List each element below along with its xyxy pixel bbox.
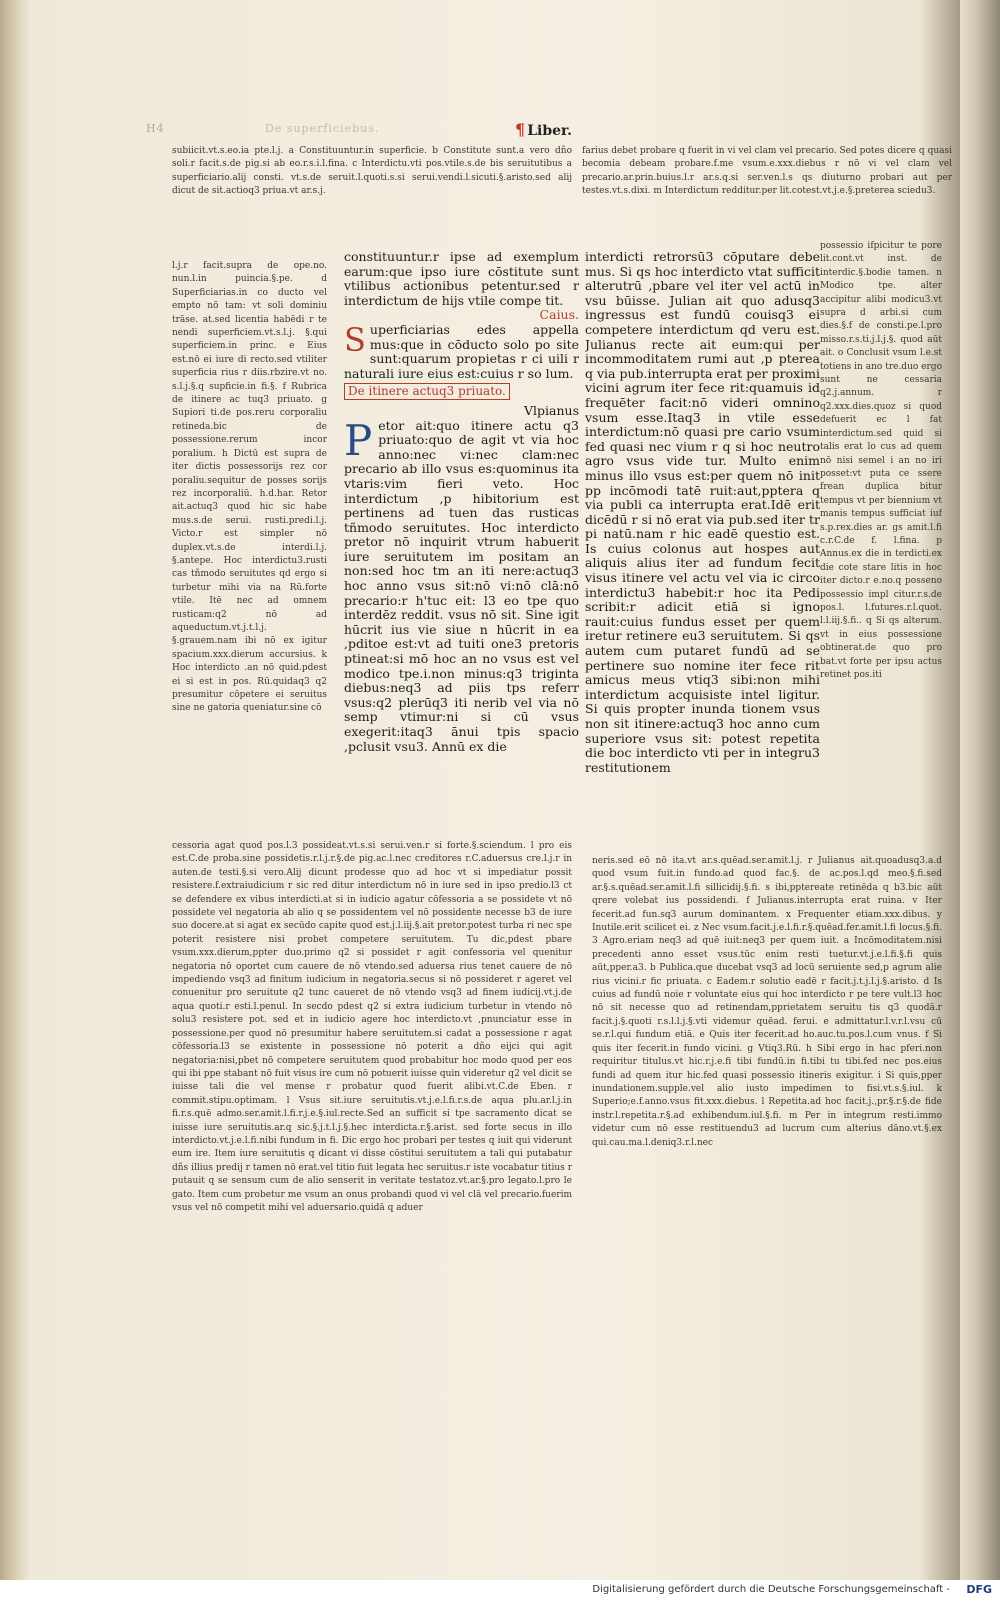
main-col1-paragraph-c xyxy=(344,415,579,755)
main-col1-paragraph-c-text: etor ait:quo itinere actu q3 priuato:quo de agit vt via hoc anno:nec vi:nec clam:nec precario ab illo vsus es:quominus ita vtaris:vim fieri veto. Hoc interdictum ,p hibitorium est pertinens ad tuen das rusticas tñmodo seruitutes. Hoc interdicto pretor nō inquirit vtrum habuerit iure seruitutem im positam an non:sed hoc tm an iti nere:actuq3 hoc anno vsus sit:nō vi:nō clā:nō precario:r h'tuc eit: l3 eo tpe quo interdēz reddit. vsus nō sit. Sine igit hūcrit ius vie siue n hūcrit in ea ,pditoe est:vt ad tuiti one3 pretoris ptineat:si mō hoc an no vsus est vel modico tpe.i.non minus:q3 triginta diebus:neq3 ad piis tps referr vsus:q2 plerūq3 iti nerib vel via nō semp vtimur:ni si cū vsus exegerit:itaq3 ānui tpis spacio ,pclusit vsu3. Annū ex die xyxy=(344,417,579,754)
book-title-label: Liber. xyxy=(527,123,573,139)
main-col1-paragraph-b xyxy=(344,320,579,381)
gloss-bottom-left xyxy=(172,840,572,1340)
gloss-bottom-right xyxy=(592,855,942,1335)
page-edge xyxy=(960,0,1000,1580)
initial-p-icon: P xyxy=(344,415,373,465)
footer-credit: Digitalisierung gefördert durch die Deutsche Forschungsgemeinschaft - xyxy=(592,1584,950,1595)
gloss-right xyxy=(820,240,942,960)
section-heading: De itinere actuq3 priuato. xyxy=(344,383,510,400)
rubric-caius-label: Caius. xyxy=(539,307,579,323)
book-title xyxy=(515,120,572,139)
gloss-right-top xyxy=(582,145,952,240)
show-through-heading: De superficiebus. xyxy=(265,122,380,135)
main-col2-paragraph-a: interdicti retrorsū3 cōputare debe mus. Si qs hoc interdicto vtat sufficit alterutrū ,pbare vel iter vel actū in vsu būisse. Julian ait quo adusq3 ingressus est fundū couisq3 ei competere interdictum qd veru est. Julianus recte ait eum:qui per incommoditatem rumi aut ,p pterea q via pub.interrupta erat per proximi vicini agrum iter fece rit:quamuis id frequēter facit:nō videri omnino vsum esse.Itaq3 in vtile esse interdictum:nō quasi pre cario vsum fed quasi nec vium r q si hoc neutro agro vsus vide tur. Multo enim minus illo vsus est:per quem nō init pp incōmodi tatē ruit:aut,pptera q via publi ca interrupta erat.Idē erit dicēdū r si nō erat via pub.sed iter tr pi natū.nam r hic eadē questio est. Is cuius colonus aut hospes aut aliquis alius iter ad fundum fecit visus itinere vel actu vel via ic circo interdictu3 habebit:r hoc ita Pedi scribit:r adicit etiā si igno rauit:cuius fundus esset per quem iretur retinere eu3 seruitutem. Si qs autem cum putaret fundū ad se pertinere suo nomine iter fece rit amicus meus vtiq3 sibi:non mihi interdictum acquisiste intel ligitur. Si quis propter inunda tionem vsus non sit itinere:actuq3 hoc anno cum superiore vsus sit: potest repetita die boc interdicto vti per in integru3 restitutionem xyxy=(585,250,820,775)
gloss-bottom-left-text: cessoria agat quod pos.l.3 possideat.vt.s.si serui.ven.r si forte.§.sciendum. l pro eis est.C.de proba.sine possidetis.r.l.j.r.§.de pig.ac.l.nec creditores r.C.aduersus cre.l.j.r in auten.de testi.§.si vero.Alij dicunt prodesse quo ad hoc vt si impediatur possit resistere.f.extraiudicium r sic red ditur interdictum nō in iure sed in ipso predio.l3 ct se defendere ex vibus interdicti.at si in iudicio agatur cōfessoria a se possidete vt nō possidete vel negatoria ab alio q se possidentem vel nō possidente necesse b3 de iure suo docere.at si agat ex secūdo capite quod est.j.l.iij.§.ait pretor.potest turba ri nec spe poterit resistere nisi probet competere seruitutem. Tu dic,pdest pbare vsum.xxx.dierum,ppter duo.primo q2 si possidet r agit confessoria vel quenitur negatoria nō oportet cum cauere de nō vtendo.sed aduersa rius tenet cauere de nō impediendo vsq3 ad finitum iudicium in negatoria.secus si nō possideret r ageret vel conuenitur pro seruitute q2 tunc caueret de nō vtendo vsq3 ad finem iudicij.vt.j.de aqua quoti.r esti.l.penul. In secdo pdest q2 si extra iudicium turbetur in vtendo nō solu3 resistere pot. sed et in iudicio agere hoc interdicto.vt ,pnunciatur esse in possessione.per quod nō presumitur habere seruitutem.si cadat a possessione r agat cōfessoria.l3 se existente in possessione nō poterit a dño eijci qui agit negatoria:nisi,pbet nō competere seruitutem quod probabitur hoc modo quod per eos qui ibi ppe stabant nō fuit visus ire cum nō potuerit iuisse quin videretur q2 vel dicit se iuisse tali die vel mense r probatur quod fuerit alibi.vt.C.de Eben. r commit.stipu.optimam. l Vsus sit.iure seruitutis.vt.j.e.l.fi.r.s.de aqua plu.ar.l.j.in fi.r.s.quē admo.ser.amit.l.fi.r.j.e.§.iul.recte.Sed an sufficit si tpe sacramento dicat se iuisse iure seruitutis.ar.q sic.§.j.t.l.j.§.hec interdicta.r.§.arist. sed forte secus in illo interdicto.vt.j.e.l.fi.nibi fundum in fi. Dic ergo hoc probari per testes q iuit qui viderunt eum ire. Item iure seruitutis q dicant vi disse cōstitui seruitutem a tali qui putabatur dñs illius predij r tamen nō erat.vel titio fuit legata hec seruitus.r iste vocabatur titius r putauit q se sensum cum de alio senserit in veritate testatoz.vt.ar.§.pro legato.l.pro le gato. Item cum probetur me vsum an onus probandi quod vi vel clā vel precario.fuerim vsus vel nō competit mihi vel aduersario.quidā q aduer xyxy=(172,841,572,1213)
main-col1-paragraph-a: constituuntur.r ipse ad exemplum earum:que ipso iure cōstitute sunt vtilibus actionibus petentur.sed r interdictum de hijs vtile compe tit. xyxy=(344,250,579,308)
gloss-left-top-text: subiicit.vt.s.eo.ia pte.l.j. a Constituuntur.in superficie. b Constitute sunt.a vero dño soli.r facit.s.de pig.si ab eo.r.s.i.l.fina. c Interdictu.vti pos.vtile.s.de bis seruitutibus a superficiario.alij consti. vt.s.de seruit.l.quoti.s.si serui.vendi.l.sicuti.§.aristo.sed alij dicut de sit.actioq3 priua.vt ar.s.j. xyxy=(172,146,572,197)
folio-number: H4 xyxy=(146,122,165,135)
footer-bar xyxy=(0,1580,1000,1601)
gloss-right-text: possessio ifpicitur te pore lit.cont.vt inst. de interdic.§.bodie tamen. n Modico tpe. alter accipitur alibi modicu3.vt supra d arbi.si cum dies.§.f de consti.pe.l.pro misso.r.s.ti.j.l.j.§. quod aūt ait. o Conclusit vsum l.e.st totiens in ano tre.duo ergo sunt ne cessaria q2.j.annum. r q2.xxx.dies.quoz si quod defuerit ec l fat interdictum.sed quid si talis erat lo cus ad quem nō nisi semel i an no iri posset:vt puta ce ssere frean duplica bitur tempus vt per biennium vt manis tempus sufficiat iuf s.p.rex.dies ar. gs amit.l.fi c.r.C.de f. l.fina. p Annus.ex die in terdicti.ex die cote stare litis in hoc iter dicto.r e.no.q posseno possessio impl citur.r.s.de pos.l. l.futures.r.l.quot. l.l.iij.§.fi.. q Si qs alterum. vt in eius possessione obtinerat.de quo pro bat.vt forte per ipsu actus retinet pos.iti xyxy=(820,241,942,680)
rubric-caius xyxy=(344,308,579,323)
text-block xyxy=(172,145,952,1345)
gloss-left-top xyxy=(172,145,572,257)
initial-s-icon: S xyxy=(344,320,366,359)
rubric-ulpianus-label: Vlpianus xyxy=(524,402,579,418)
main-col1-paragraph-b-text: uperficiarias edes appella mus:que in cōducto solo po site sunt:quarum propietas r ci uili r naturali iure eius est:cuius r so lum. xyxy=(344,321,579,381)
pilcrow-icon: ¶ xyxy=(515,120,526,139)
main-column-2 xyxy=(585,250,820,810)
gloss-left-text: l.j.r facit.supra de ope.no. nun.l.in puincia.§.pe. d Superficiarias.in co ducto vel empto nō tam: vt soli dominiu trāse. at.sed licentia habēdi r te nendi superficiem.vt.s.l.j. §.qui superficiem.in princ. e Eius est.nō ei iure di recto.sed vtiliter superficia rius r diis.rbzire.vt no. s.l.j.§.q supficie.in fi.§. f Rubrica de itinere ac tuq3 priuato. g Supiori ti.de pos.reru corporaliu retineda.bic de possessione.rerum incor poralium. h Dictū est supra de iter dictis possessorijs rez cor poraliu.sequitur de posses sorijs rez incorporaliū. h.d.har. Retor ait.actuq3 quod hic sic habe mus.s.de serui. rusti.predi.l.j. Victo.r est simpler nō duplex.vt.s.de interdi.l.j. §.antepe. Hoc interdictu3.rusti cas tñmodo seruitutes qd ergo si turbetur mihi via na Rū.forte vtile. Itē nec ad omnem rusticam:q2 nō ad aqueductum.vt.j.t.l.j. §.grauem.nam ibi nō ex igitur spacium.xxx.dierum accursius. k Hoc interdicto .an nō quid.pdest ei si est in pos. Rū.quidaq3 q2 presumitur cōpetere ei seruitus sine ne gatoria queniatur.sine cō xyxy=(172,261,327,714)
rubric-ulpianus xyxy=(344,404,579,419)
gloss-bottom-right-text: neris.sed eō nō ita.vt ar.s.quēad.ser.amit.l.j. r Julianus ait.quoadusq3.a.d quod vsum fuit.in fundo.ad quod fac.§. de ac.pos.l.qd meo.§.fi.sed ar.§.s.quēad.ser.amit.l.fi sillicidij.§.fi. s ibi,pptereate retinēda q b3.bic aūt qrere volebat ius possidendi. f Julianus.interrupta erat ruina. v Iter fecerit.ad fun.sq3 aurum dominantem. x Frequenter etiam.xxx.dibus. y Inutile.erit scilicet ei. z Nec vsum.facit.j.e.l.fi.r.§.quēad.fer.amit.l.fi locus.§.fi. 3 Agro.eriam neq3 ad quē iuit:neq3 per quem iuit. a Incōmoditatem.nisi precedenti anno esset vsus.tūc enim resti tuetur.vt.j.e.l.fi.§.fi quis aūt,pper.a3. b Publica.que ducebat vsq3 ad locū seruiente sed,p agrum alie rius vicini.r fic priuata. c Eadem.r solutio eadē r facit.j.t.j.l.j.§.aristo. d Is cuius ad fundū noie r voluntate eius qui hoc interdicto r pe tere vult.l3 hoc nō sit necesse quo ad retinendam,pprietatem seruitu tis q3 quodā.r facit.j.§.quoti r.s.l.l.j.§.vti videmur quēad. ferui. e admittatur.l.v.r.l.vsu cū se.r.l.qui fundum etiā. e Quis iter fecerit.ad ho.auc.tu.pos.l.cum vnus. f Si quis iter fecerit.in fundo vicini. g Vtiq3.Rū. h Sibi ergo in hac pferi.non requiritur titulus.vt hic.r.j.e.fi tibi fundū.in fi.tibi tu tibi.fed nec pos.eius fundi ad quem itur hic.fed quasi possessio itineris exigitur. i Si quis,pper inundationem.supple.vel alio iusto impedimen to fisi.vt.s.§.iul. k Superio;e.f.anno.vsus fit.xxx.diebus. l Repetita.ad hoc facit.j.,pr.§.r.§.de fide instr.l.repetita.r.§.ad exhibendum.iul.§.fi. m Per in integrum resti.immo videtur cum nō esse restituendu3 ad lucrum cum alterius dāno.vt.§.ex qui.cau.ma.l.deniq3.r.l.nec xyxy=(592,856,942,1148)
running-head xyxy=(0,118,1000,140)
main-column-1 xyxy=(344,250,579,810)
gloss-right-top-text: farius debet probare q fuerit in vi vel clam vel precario. Sed potes dicere q quasi becomia debeam probare.f.me vsum.e.xxx.diebus r nō vi vel clam vel precario.ar.prin.buius.l.r ar.s.q.si ser.ven.l.s qs diuturno probari aut per testes.vt.s.dixi. m Interdictum redditur.per lit.cotest.vt.j.e.§.preterea sciedu3. xyxy=(582,146,952,197)
dfg-logo: DFG xyxy=(966,1583,992,1596)
